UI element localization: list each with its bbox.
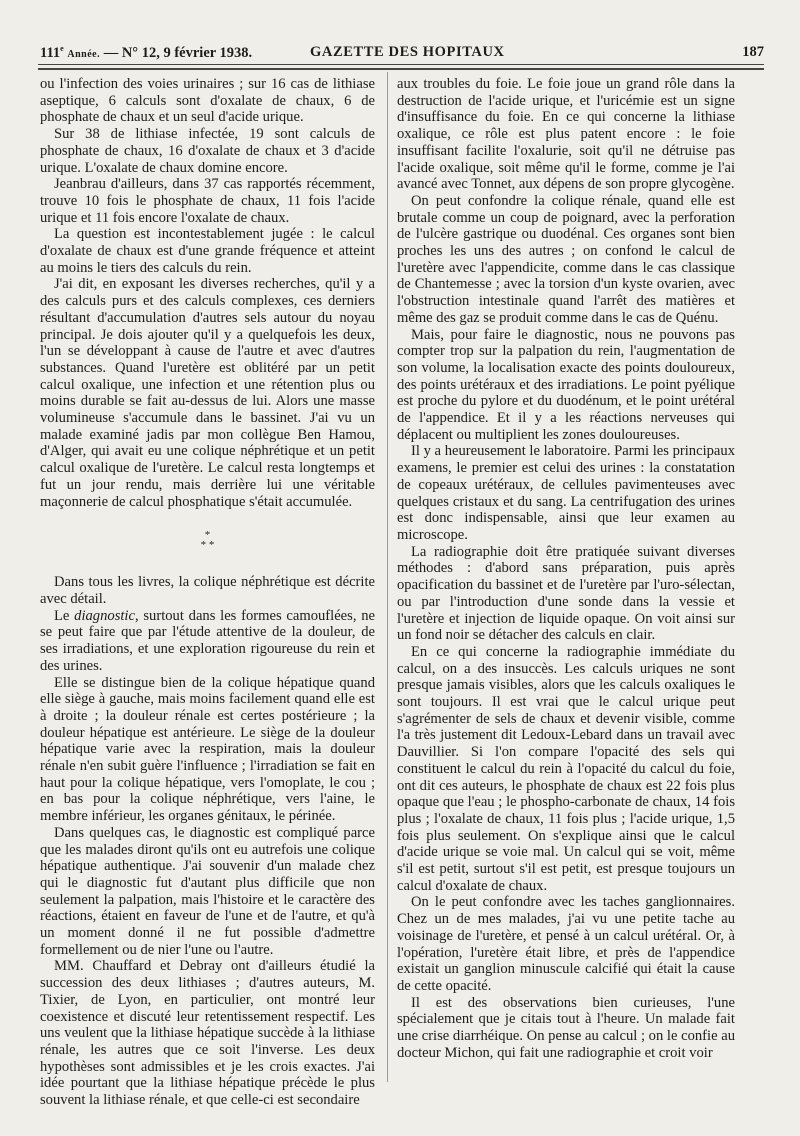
italic-term: diagnostic [74, 607, 135, 624]
page-header [40, 40, 764, 62]
paragraph: La radiographie doit être pratiquée suivant diverses méthodes : d'abord sans préparation, puis après opacification du bassinet et de l'uretère par l'uro-sélectan, ou par l'introduction d'une sonde dans la vessie et l'uretère et injection de liquide opaque. On voit ainsi sur un fond noir se détacher des calculs en clair. [397, 543, 735, 644]
paragraph: Il est des observations bien curieuses, l'une spécialement que je citais tout à l'heure. Un malade fait une crise diarrhéique. On pense au calcul ; on le confie au docteur Michon, qui fait une radiographie et croit voir [397, 994, 735, 1061]
paragraph: Mais, pour faire le diagnostic, nous ne pouvons pas compter trop sur la palpation du rein, l'augmentation de son volume, la localisation exacte des points douloureux, des points urétéraux et des irradiations. Le point pyélique est proche du pylore et du duodénum, et le point urétéral de l'appendice. Et il y a les réactions nerveuses qui déplacent ou multiplient les zones douloureuses. [397, 326, 735, 443]
issue-info [40, 44, 252, 62]
journal-title: GAZETTE DES HOPITAUX [310, 44, 505, 60]
separator-star-top: * [204, 529, 211, 542]
year-number: 111 [40, 44, 61, 61]
paragraph [40, 608, 375, 675]
column-divider [387, 72, 388, 1082]
paragraph-rest: , surtout dans les formes camouflées, ne se peut faire que par l'étude attentive de la douleur, de ses irradiations, et une exploration rigoureuse du rein et des urines. [40, 607, 376, 674]
paragraph: J'ai dit, en exposant les diverses recherches, qu'il y a des calculs purs et des calculs complexes, ces derniers résultant d'accumulation d'autres sels autour du noyau principal. Je dois ajouter qu'il y a quelquefois les deux, l'un se développant à cause de l'autre et avec d'autres substances. Quand l'uretère est oblitéré par un petit calcul oxalique, une infection et une rétention plus ou moins durable se fait au-dessus de lui. Alors une masse volumineuse s'accumule dans le bassinet. J'ai vu un malade examiné jadis par mon collègue Ben Hamou, d'Alger, qui avait eu une colique néphrétique et un petit calcul oxalique de l'uretère. Le calcul resta longtemps et fut un jour rendu, mais derrière lui une véritable maçonnerie de calcul phosphatique s'était accumulée. [40, 276, 375, 510]
header-rule [38, 64, 764, 65]
paragraph: Il y a heureusement le laboratoire. Parmi les principaux examens, le premier est celui des urines : la constatation de copeaux urétéraux, de cellules pavimenteuses avec quelques cristaux et du sang. La centrifugation des urines est donc indispensable, ainsi que leur examen au microscope. [397, 443, 735, 543]
paragraph: En ce qui concerne la radiographie immédiate du calcul, on a des insuccès. Les calculs uriques ne sont presque jamais visibles, alors que les calculs oxaliques le sont toujours. Il est vrai que le calcul urique peut s'agrémenter de sels de chaux et devenir visible, comme l'a très justement dit Ledoux-Lebard dans un travail avec Dauvillier. Si l'on compare l'opacité des sels qui constituent le calcul du rein à l'opacité du calcul du foie, ont dit ces auteurs, le phosphate de chaux est 22 fois plus opaque que l'eau ; le phospho-carbonate de chaux, 14 fois plus ; l'oxalate de chaux, 11 fois plus ; l'acide urique, 1,5 fois plus seulement. On s'explique ainsi que le calcul d'acide urique se voie mal. Un calcul qui se voit, même s'il est petit, surtout s'il est petit, est presque toujours un calcul d'oxalate de chaux. [397, 643, 735, 894]
year-label: Année. [67, 48, 101, 60]
paragraph: Sur 38 de lithiase infectée, 19 sont calculs de phosphate de chaux, 16 d'oxalate de chaux et 3 d'acide urique. L'oxalate de chaux domine encore. [40, 126, 375, 176]
issue-date: — N° 12, 9 février 1938. [103, 44, 253, 61]
section-separator [40, 530, 375, 550]
paragraph: Dans tous les livres, la colique néphrétique est décrite avec détail. [40, 574, 375, 607]
paragraph: On peut confondre la colique rénale, quand elle est brutale comme un coup de poignard, avec la perforation de l'ulcère gastrique ou duodénal. Ces organes sont bien proches les uns des autres ; on confond le calcul de l'uretère avec l'appendicite, comme dans le cas classique de Chantemesse ; avec la torsion d'un kyste ovarien, avec l'obstruction intestinale quand l'arrêt des matières et même des gaz se produit comme dans le cas de Quénu. [397, 192, 735, 326]
right-column [397, 76, 735, 1061]
paragraph: On le peut confondre avec les taches ganglionnaires. Chez un de mes malades, j'ai vu une petite tache au voisinage de l'uretère, et pensé à un calcul urétéral. Or, à l'opération, l'uretère était libre, et près de l'appendice existait un ganglion minuscule calcifié qui était la cause de cette opacité. [397, 894, 735, 994]
paragraph: Elle se distingue bien de la colique hépatique quand elle siège à gauche, mais moins facilement quand elle est à droite ; la douleur rénale est certes postérieure ; la douleur hépatique est antérieure. Le siège de la douleur hépatique varie avec la respiration, mais la douleur rénale n'en subit guère l'influence ; l'irradiation se fait en haut pour la colique hépatique, vers l'omoplate, le cou ; en bas pour la colique néphrétique, vers l'aine, le membre inférieur, les organes génitaux, le périnée. [40, 674, 375, 825]
left-column [40, 76, 375, 1109]
separator-stars-bottom: * * [200, 539, 215, 552]
year-suffix: e [60, 44, 64, 53]
paragraph: Jeanbrau d'ailleurs, dans 37 cas rapportés récemment, trouve 10 fois le phosphate de chaux, 11 fois l'acide urique et 11 fois encore l'oxalate de chaux. [40, 176, 375, 226]
header-rule-thick [38, 68, 764, 70]
paragraph: ou l'infection des voies urinaires ; sur 16 cas de lithiase aseptique, 6 calculs sont d'oxalate de chaux, 6 de phosphate de chaux et un seul d'acide urique. [40, 76, 375, 126]
page-number: 187 [742, 44, 764, 60]
paragraph: La question est incontestablement jugée : le calcul d'oxalate de chaux est d'une grande fréquence et atteint au moins le tiers des calculs du rein. [40, 226, 375, 276]
paragraph-lead: Le [54, 607, 75, 624]
paragraph: MM. Chauffard et Debray ont d'ailleurs étudié la succession des deux lithiases ; d'autres auteurs, M. Tixier, de Lyon, en particulier, ont montré leur coexistence et discuté leur retentissement respectif. Les uns veulent que la lithiase hépatique succède à la lithiase rénale, les autres que ce soit l'inverse. Les deux hypothèses sont admissibles et je les crois exactes. J'ai idée pourtant que la lithiase hépatique précède le plus souvent la lithiase rénale, et que celle-ci est secondaire [40, 958, 375, 1109]
paragraph: Dans quelques cas, le diagnostic est compliqué parce que les malades diront qu'ils ont eu autrefois une colique hépatique authentique. J'ai souvenir d'un malade chez qui le diagnostic fut d'autant plus difficile que non seulement la palpation, mais l'histoire et le caractère des réactions, étaient en faveur de l'une et de l'autre, et qu'à un moment donné il ne fut possible d'admettre formellement ou de nier l'une ou l'autre. [40, 824, 375, 958]
paragraph: aux troubles du foie. Le foie joue un grand rôle dans la destruction de l'acide urique, et l'uricémie est un signe d'insuffisance du foie. En ce qui concerne la lithiase oxalique, ce rôle est plus patent encore : le foie insuffisant facilite l'oxalurie, soit qu'il ne détruise pas l'acide oxalique, soit même qu'il le forme, comme je l'ai avancé avec Tonnet, aux dépens de son propre glycogène. [397, 76, 735, 193]
